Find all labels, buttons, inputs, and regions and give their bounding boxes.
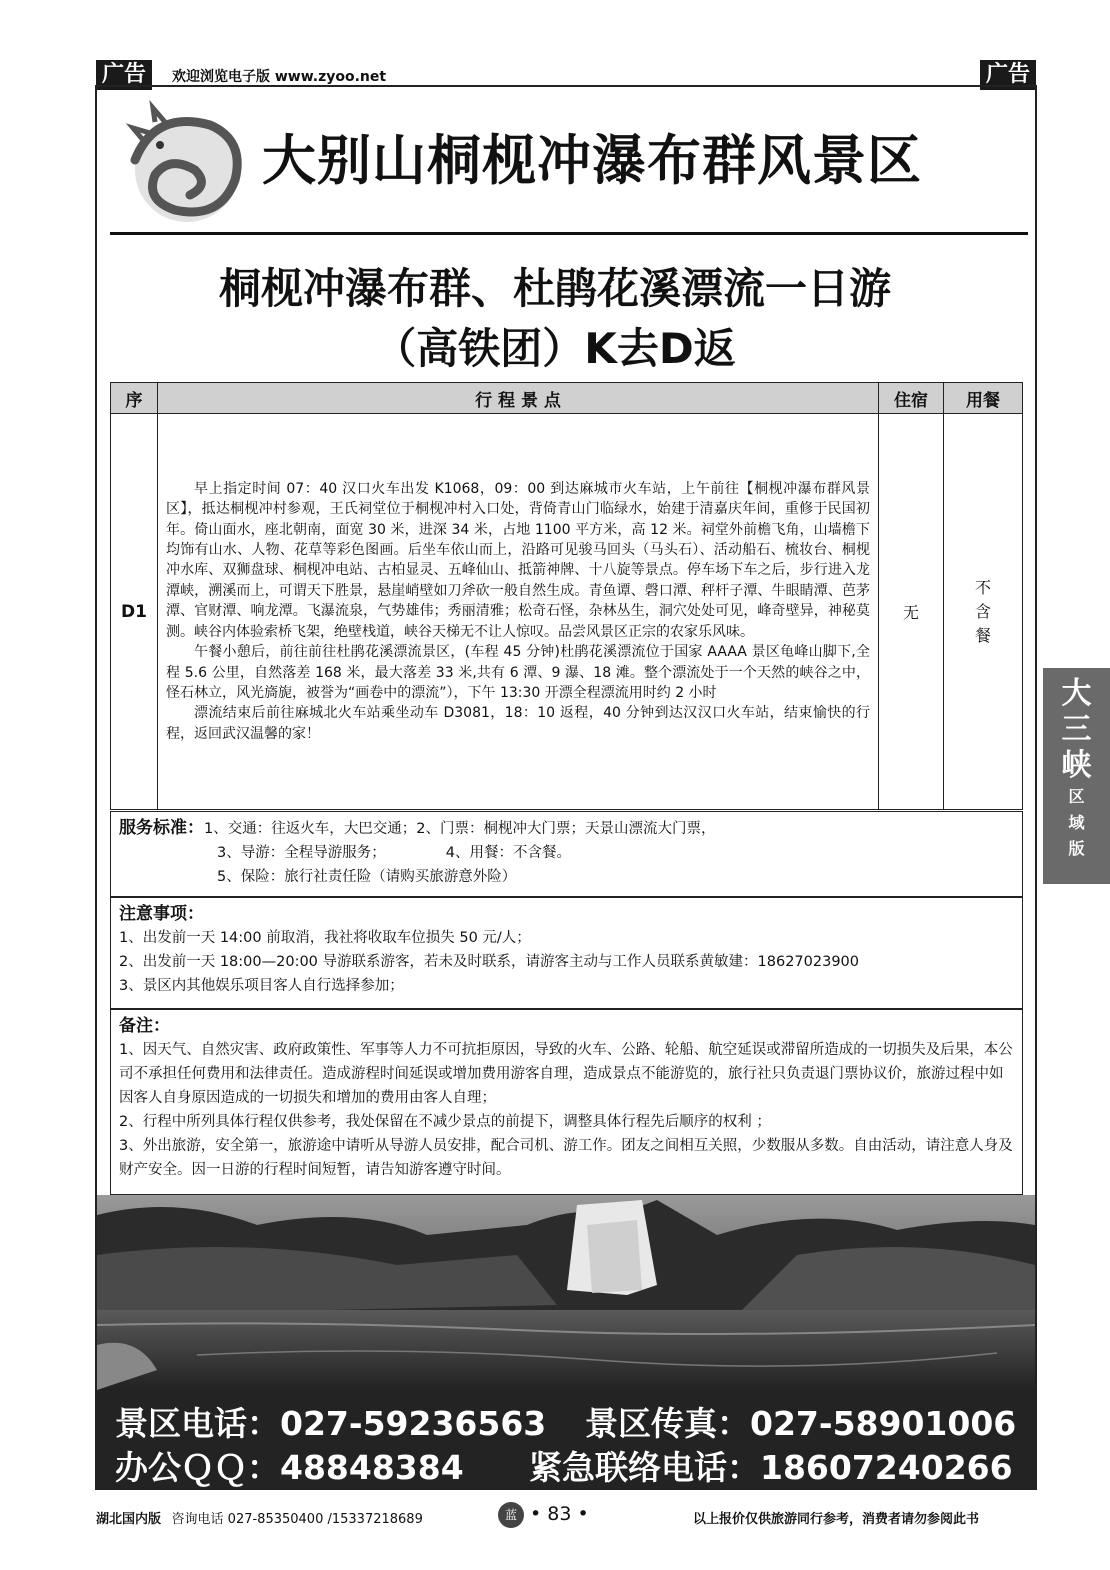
phone-number: 027-59236563 xyxy=(280,1404,547,1443)
col-meals: 用餐 xyxy=(944,383,1023,414)
header-url: 欢迎浏览电子版 www.zyoo.net xyxy=(172,69,387,85)
notes-item: 2、出发前一天 18:00—20:00 导游联系游客，若未及时联系，请游客主动与工作人员联系黄敏建：18627023900 xyxy=(119,954,859,970)
side-tab-title: 大三峡 xyxy=(1061,676,1092,783)
emergency-label: 紧急联络电话： xyxy=(529,1448,760,1487)
title-divider xyxy=(110,232,1028,235)
phone-label: 景区电话： xyxy=(115,1404,280,1443)
waterfall-photo xyxy=(97,1195,1035,1390)
itinerary-table xyxy=(110,382,1023,810)
notes-section xyxy=(110,897,1023,1009)
service-line3: 5、保险：旅行社责任险（请购买旅游意外险） xyxy=(217,869,517,885)
side-tab-sub3: 版 xyxy=(1068,839,1085,858)
day-description xyxy=(158,414,879,810)
side-tab-sub1: 区 xyxy=(1068,787,1085,806)
footer-consult: 咨询电话 027-85350400 /15337218689 xyxy=(171,1512,423,1527)
lodging-value: 无 xyxy=(879,414,944,810)
col-seq: 序 xyxy=(111,383,158,414)
remarks-label: 备注： xyxy=(119,1016,170,1036)
edition-badge-icon: 蓝 xyxy=(498,1502,524,1528)
footer-disclaimer: 以上报价仅供旅游同行参考，消费者请勿参阅此书 xyxy=(693,1512,980,1527)
subtitle-line1: 桐枧冲瀑布群、杜鹃花溪漂流一日游 xyxy=(218,264,891,313)
ad-label-right: 广告 xyxy=(980,60,1036,90)
col-spots: 行 程 景 点 xyxy=(158,383,879,414)
emergency-number: 18607240266 xyxy=(760,1448,1013,1487)
side-tab xyxy=(1043,668,1110,884)
footer-left xyxy=(96,1508,423,1527)
service-label: 服务标准： xyxy=(119,818,204,838)
service-line1: 1、交通：往返火车，大巴交通；2、门票：桐枧冲大门票；天景山漂流大门票， xyxy=(204,821,716,837)
remarks-section xyxy=(110,1009,1023,1195)
dragon-logo-icon xyxy=(115,100,255,225)
notes-label: 注意事项： xyxy=(119,904,204,924)
paragraph-return: 漂流结束后前往麻城北火车站乘坐动车 D3081，18：10 返程，40 分钟到达汉汉口火车站，结束愉快的行程，返回武汉温馨的家！ xyxy=(166,705,870,742)
qq-number: 48848384 xyxy=(280,1448,464,1487)
contact-bar xyxy=(97,1390,1035,1488)
fax-number: 027-58901006 xyxy=(750,1404,1017,1443)
itinerary-row xyxy=(111,414,1023,810)
paragraph-morning: 早上指定时间 07：40 汉口火车出发 K1068，09：00 到达麻城市火车站，上午前往【桐枧冲瀑布群风景区】，抵达桐枧冲村参观，王氏祠堂位于桐枧冲村入口处，背倚青山门临绿水，始建于清嘉庆年间，重修于民国初年。倚山面水，座北朝南，面宽 30 米，进深 34 米，占地 1100 平方米，高 12 米。祠堂外前檐飞角，山墙檐下均饰有山水、人物、花草等彩色图画。后坐车依山而上，沿路可见骏马回头（马头石）、活动船石、梳妆台、桐枧冲水库、双狮盘球、桐枧冲电站、古柏显灵、五峰仙山、抵箭神牌、十八旋等景点。停车场下车之后，步行进入龙潭峡，溯溪而上，可谓天下胜景，悬崖峭壁如刀斧砍一般自然生成。青鱼谭、磬口潭、秤杆子潭、牛眼睛潭、芭茅潭、官财潭、响龙潭。飞瀑流泉，气势雄伟；秀丽清雅；松奇石怪，杂林丛生，洞穴处处可见，峰奇壁异，神秘莫测。峡谷内体验索桥飞架，绝壁栈道，峡谷天梯无不让人惊叹。品尝风景区正宗的农家乐风味。 xyxy=(166,480,870,640)
side-tab-sub2: 域 xyxy=(1068,813,1085,832)
meals-value: 不含餐 xyxy=(944,414,1023,810)
remarks-item: 3、外出旅游，安全第一，旅游途中请听从导游人员安排，配合司机、游工作。团友之间相互关照，少数服从多数。自由活动，请注意人身及财产安全。因一日游的行程时间短暂，请告知游客遵守时间。 xyxy=(119,1138,1013,1178)
footer-edition: 湖北国内版 xyxy=(96,1512,162,1527)
page-number: • 83 • xyxy=(530,1503,589,1525)
remarks-item: 2、行程中所列具体行程仅供参考，我处保留在不减少景点的前提下，调整具体行程先后顺序的权利 ； xyxy=(119,1114,771,1130)
col-lodging: 住宿 xyxy=(879,383,944,414)
main-title: 大别山桐枧冲瀑布群风景区 xyxy=(262,129,922,192)
notes-item: 3、景区内其他娱乐项目客人自行选择参加； xyxy=(119,978,404,994)
notes-item: 1、出发前一天 14:00 前取消，我社将收取车位损失 50 元/人； xyxy=(119,930,531,946)
service-section xyxy=(110,811,1023,897)
service-guide: 3、导游：全程导游服务； xyxy=(217,845,386,861)
service-meal: 4、用餐：不含餐。 xyxy=(445,845,571,861)
day-label: D1 xyxy=(111,414,158,810)
qq-label: 办公ＱＱ： xyxy=(115,1448,280,1487)
remarks-item: 1、因天气、自然灾害、政府政策性、军事等人力不可抗拒原因，导致的火车、公路、轮船、航空延误或滞留所造成的一切损失及后果，本公司不承担任何费用和法律责任。造成游程时间延误或增加费用游客自理，造成景点不能游览的，旅行社只负责退门票协议价，旅游过程中如因客人自身原因造成的一切损失和增加的费用由客人自理； xyxy=(119,1042,1013,1106)
subtitle-line2: （高铁团）K去D返 xyxy=(374,324,736,373)
fax-label: 景区传真： xyxy=(585,1404,750,1443)
itinerary-header-row xyxy=(111,383,1023,414)
paragraph-afternoon: 午餐小憩后，前往前往杜鹃花溪漂流景区，(车程 45 分钟)杜鹃花溪漂流位于国家 AAAA 景区龟峰山脚下,全程 5.6 公里，自然落差 168 米，最大落差 33 米,共有 6 潭、9 瀑、18 滩。整个漂流处于一个天然的峡谷之中，怪石林立，风光旖旎，被誉为“画卷中的漂流”），下午 13:30 开漂全程漂流用时约 2 小时 xyxy=(166,644,870,701)
ad-label-left: 广告 xyxy=(96,60,152,90)
